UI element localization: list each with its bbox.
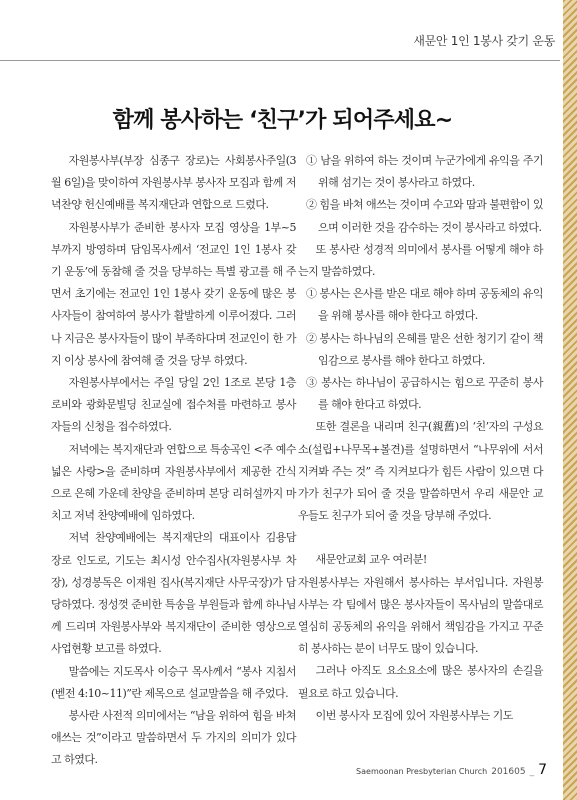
list-item: ② 힘을 바쳐 애쓰는 것이며 수고와 땀과 불편함이 있으며 이러한 것을 감수하는 것이 봉사라고 하였다. <box>306 198 543 234</box>
paragraph: 자원봉사부는 자원해서 봉사하는 부서입니다. 자원봉사부는 각 팀에서 많은 봉사자들이 목사님의 말씀대로 열심히 공동체의 유익을 위해서 책임감을 가지고 꾸준히 봉사하는 분이 너무도 많이 있습니다. <box>298 575 543 656</box>
paragraph: 자원봉사부에서는 주일 당일 2인 1조로 본당 1층 로비와 광화문빌딩 친교실에 접수처를 마련하고 봉사자들의 신청을 접수하였다. <box>51 376 296 434</box>
paragraph: 이번 봉사자 모집에 있어 자원봉사부는 기도 <box>315 708 513 722</box>
page-footer <box>356 762 547 778</box>
list-item: ① 봉사는 은사를 받은 대로 해야 하며 공동체의 유익을 위해 봉사를 해야 한다고 하였다. <box>306 287 543 323</box>
paragraph: 그러나 아직도 요소요소에 많은 봉사자의 손길을 필요로 하고 있습니다. <box>298 664 543 700</box>
list-item: ① 남을 위하여 하는 것이며 누군가에게 유익을 주기위해 섬기는 것이 봉사라고 하였다. <box>306 154 543 190</box>
decorative-stripe <box>563 0 577 800</box>
paragraph: 또 봉사란 성경적 의미에서 봉사를 어떻게 해야 하는지 말씀하였다. <box>298 242 543 279</box>
left-column <box>51 150 296 772</box>
header-rule <box>0 60 560 61</box>
right-column <box>298 150 543 727</box>
list-item: ③ 봉사는 하나님이 공급하시는 힘으로 꾸준히 봉사를 해야 한다고 하였다. <box>306 376 543 412</box>
paragraph: 말씀에는 지도목사 이승구 목사께서 “봉사 지침서(벧전 4:10~11)”란 제목으로 설교말씀을 해 주었다. <box>51 664 296 700</box>
paragraph: 자원봉사부가 준비한 봉사자 모집 영상을 1부~5부까지 방영하며 담임목사께서 ‘전교인 1인 1봉사 갖기 운동’에 동참해 줄 것을 당부하는 특별 광고를 해 주면서 초기에는 전교인 1인 1봉사 갖기 운동에 많은 봉사자들이 참여하여 봉사가 활발하게 이루어졌다. 그러나 지금은 봉사자들이 많이 부족하다며 전교인이 한 가지 이상 봉사에 참여해 줄 것을 당부 하였다. <box>51 220 296 367</box>
paragraph: 저녁 찬양예배에는 복지재단의 대표이사 김용담 장로 인도로, 기도는 최시성 안수집사(자원봉사부 차장), 성경봉독은 이재원 집사(복지재단 사무국장)가 담당하였다. 정성껏 준비한 특송을 부원들과 함께 하나님께 드리며 자원봉사부와 복지재단이 준비한 영상으로 사업현황 보고를 하였다. <box>51 531 296 656</box>
paragraph: 봉사란 사전적 의미에서는 “남을 위하여 힘을 바쳐 애쓰는 것”이라고 말씀하면서 두 가지의 의미가 있다고 하였다. <box>51 709 296 767</box>
list-item: ② 봉사는 하나님의 은혜를 맡은 선한 청기기 같이 책임감으로 봉사를 해야 한다고 하였다. <box>306 331 543 367</box>
page-number: 7 <box>538 762 547 778</box>
church-name: Saemoonan Presbyterian Church <box>356 767 488 776</box>
paragraph: 또한 결론을 내리며 친구(親舊)의 ‘친’자의 구성요소(설립+나무목+볼견)를 설명하면서 “나무위에 서서 지켜봐 주는 것” 즉 지켜보다가 힘든 사람이 있으면 다가가 친구가 되어 줄 것을 말씀하면서 우리 새문안 교우들도 친구가 되어 줄 것을 당부해 주었다. <box>298 420 543 523</box>
section-title: 새문안 1인 1봉사 갖기 운동 <box>413 34 555 48</box>
issue-number: 201605 <box>491 767 526 777</box>
footer-separator: _ <box>529 767 535 777</box>
paragraph: 자원봉사부(부장 심종구 장로)는 사회봉사주일(3월 6일)을 맞이하여 자원봉사부 봉사자 모집과 함께 저녁찬양 헌신예배를 복지재단과 연합으로 드렸다. <box>51 154 296 212</box>
paragraph: 저녁에는 복지재단과 연합으로 특송곡인 <주 예수 넓은 사랑>을 준비하며 자원봉사부에서 제공한 간식으로 은혜 가운데 찬양을 준비하며 본당 리허설까지 마치고 저녁 찬양예배에 임하였다. <box>51 442 296 523</box>
appeal-greeting: 새문안교회 교우 여러분! <box>315 553 427 567</box>
article-title: 함께 봉사하는 ‘친구’가 되어주세요~ <box>112 107 453 133</box>
